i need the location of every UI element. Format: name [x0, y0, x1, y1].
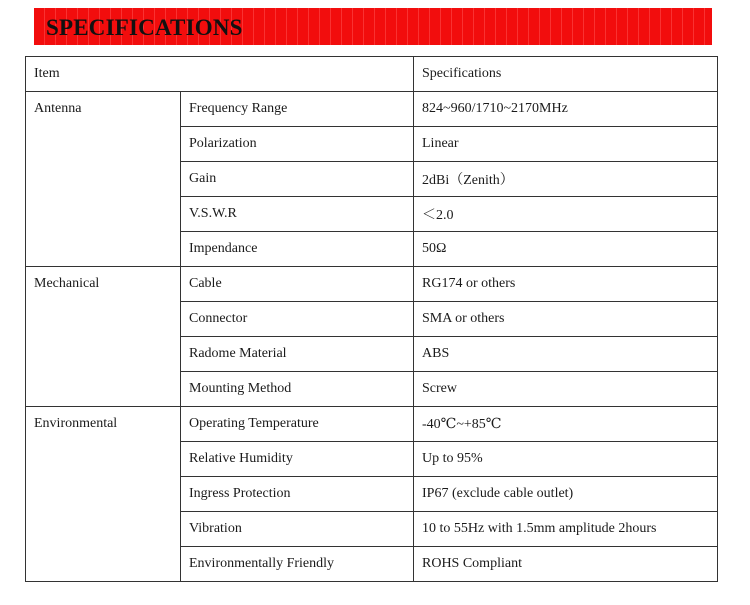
- specifications-banner: [34, 8, 712, 45]
- row-item: Frequency Range: [181, 92, 414, 127]
- category-environmental: Environmental: [26, 407, 181, 582]
- row-spec: 824~960/1710~2170MHz: [414, 92, 718, 127]
- row-item: Connector: [181, 302, 414, 337]
- row-item: Operating Temperature: [181, 407, 414, 442]
- row-item: Mounting Method: [181, 372, 414, 407]
- row-spec: ABS: [414, 337, 718, 372]
- row-spec: Linear: [414, 127, 718, 162]
- table-row: [26, 92, 718, 127]
- row-item: Vibration: [181, 512, 414, 547]
- row-item: Impendance: [181, 232, 414, 267]
- row-spec: ＜2.0: [414, 197, 718, 232]
- table-header-row: [26, 57, 718, 92]
- header-specifications: Specifications: [414, 57, 718, 92]
- row-spec: 10 to 55Hz with 1.5mm amplitude 2hours: [414, 512, 718, 547]
- row-item: Gain: [181, 162, 414, 197]
- row-item: Polarization: [181, 127, 414, 162]
- row-spec: IP67 (exclude cable outlet): [414, 477, 718, 512]
- row-spec: 50Ω: [414, 232, 718, 267]
- table-row: [26, 267, 718, 302]
- row-spec: RG174 or others: [414, 267, 718, 302]
- header-item: Item: [26, 57, 414, 92]
- row-item: Environmentally Friendly: [181, 547, 414, 582]
- row-item: Relative Humidity: [181, 442, 414, 477]
- row-spec: ROHS Compliant: [414, 547, 718, 582]
- category-mechanical: Mechanical: [26, 267, 181, 407]
- row-spec: Screw: [414, 372, 718, 407]
- category-antenna: Antenna: [26, 92, 181, 267]
- row-item: Cable: [181, 267, 414, 302]
- row-spec: -40℃~+85℃: [414, 407, 718, 442]
- row-item: Ingress Protection: [181, 477, 414, 512]
- row-spec: SMA or others: [414, 302, 718, 337]
- row-item: Radome Material: [181, 337, 414, 372]
- row-spec: 2dBi（Zenith）: [414, 162, 718, 197]
- row-spec: Up to 95%: [414, 442, 718, 477]
- table-row: [26, 407, 718, 442]
- banner-title: SPECIFICATIONS: [46, 15, 243, 40]
- row-item: V.S.W.R: [181, 197, 414, 232]
- specifications-table: [25, 56, 718, 582]
